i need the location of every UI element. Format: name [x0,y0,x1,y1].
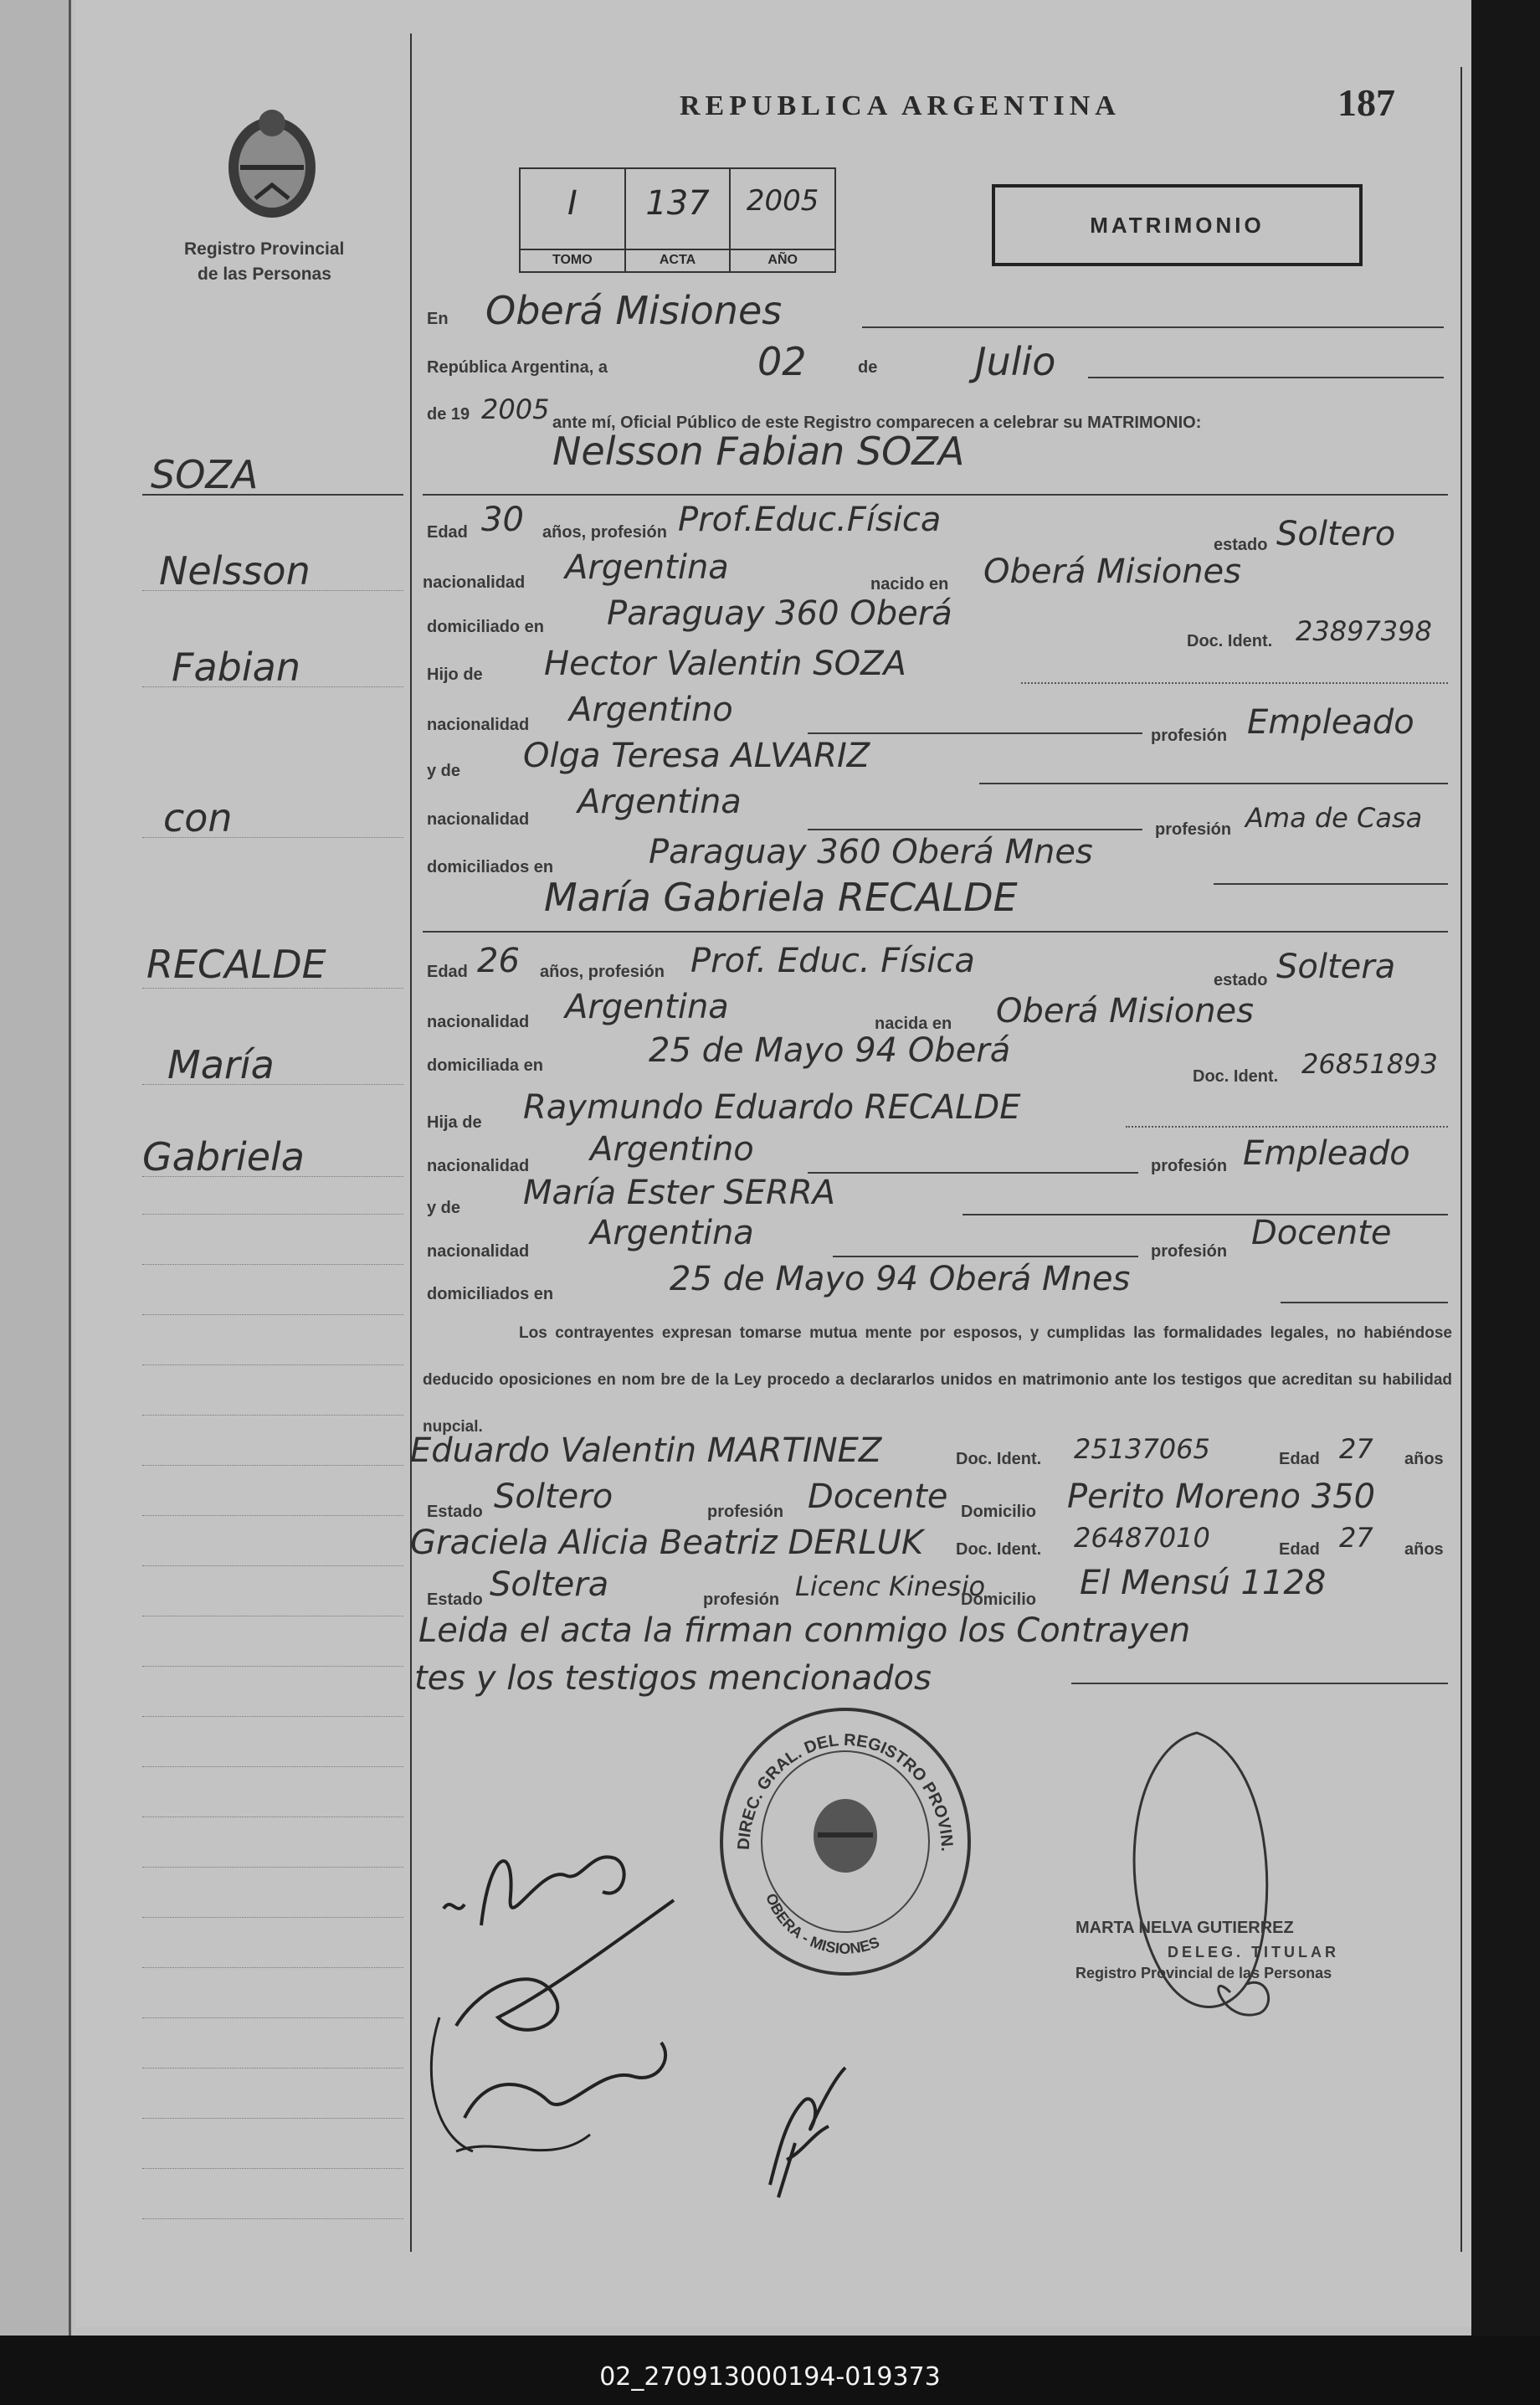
witness2-profesion-label: profesión [703,1590,780,1609]
groom-nacionalidad-label: nacionalidad [423,573,526,592]
groom-father-nat-label: nacionalidad [427,716,530,734]
bride-name-line [423,931,1448,933]
bride-domiciliada-label: domiciliada en [427,1056,543,1075]
groom-father-prof: Empleado [1247,703,1414,742]
acta-label: ACTA [626,249,730,268]
groom-father-prof-label: profesión [1151,727,1228,745]
official-org: Registro Provincial de las Personas [1075,1965,1332,1981]
bride-parents-line [1281,1302,1448,1303]
official-signature [1105,1724,1306,2043]
witness2-anos-label: años [1404,1540,1444,1559]
ano-value: 2005 [746,184,819,218]
margin-rule [142,1766,403,1767]
bride-estado-label: estado [1214,971,1268,989]
bride-doc: 26851893 [1301,1048,1438,1080]
bride-nacida-label: nacida en [875,1015,952,1033]
country-title: REPUBLICA ARGENTINA [680,90,1121,121]
margin-firstname-bride: María [167,1042,275,1087]
witness1-doc: 25137065 [1074,1433,1210,1465]
groom-mother: Olga Teresa ALVARIZ [523,737,870,775]
bride-name: María Gabriela RECALDE [544,875,1018,920]
bride-father-prof: Empleado [1243,1134,1410,1173]
en-label: En [427,310,449,328]
groom-mother-prof: Ama de Casa [1245,802,1423,834]
margin-rule [142,1565,403,1566]
margin-rule [142,988,403,989]
groom-mother-prof-label: profesión [1155,820,1232,839]
month-value: Julio [975,339,1056,384]
closing-line [1071,1683,1448,1684]
tomo-label: TOMO [521,249,624,268]
margin-connector: con [163,795,233,840]
signature-groom [444,1904,465,1909]
witness1-name: Eduardo Valentin MARTINEZ [410,1431,882,1470]
margin-divider [410,33,412,2252]
day-value: 02 [757,339,807,384]
margin-rule [142,686,403,687]
registry-name-line1: Registro Provincial [184,239,345,259]
margin-rule [142,1666,403,1667]
margin-rule [142,1364,403,1365]
margin-surname-bride: RECALDE [146,942,326,987]
groom-age: 30 [481,501,524,539]
official-seal [716,1704,975,1980]
bride-father-label: Hija de [427,1113,482,1132]
witness1-domicilio-label: Domicilio [961,1503,1037,1521]
groom-parents-dom-label: domiciliados en [427,858,554,876]
witness2-name: Graciela Alicia Beatriz DERLUK [410,1524,924,1562]
witness2-estado: Soltera [490,1565,609,1604]
bride-father-line [1126,1126,1448,1128]
margin-rule [142,1214,403,1215]
witness2-doc-label: Doc. Ident. [956,1540,1042,1559]
margin-rule [142,1264,403,1265]
margin-middlename-groom: Fabian [172,645,300,690]
witness2-age: 27 [1339,1522,1373,1554]
witness1-address: Perito Moreno 350 [1067,1477,1376,1516]
groom-mother-label: y de [427,762,461,780]
bride-age: 26 [477,942,520,980]
right-border [1460,67,1462,2252]
margin-rule [142,2118,403,2119]
margin-rule [142,1716,403,1717]
groom-parents-line [1214,883,1448,885]
bride-mother-label: y de [427,1199,461,1217]
bride-parents-dom-label: domiciliados en [427,1285,554,1303]
tomo-cell [521,169,626,271]
ante-text: ante mí, Oficial Público de este Registro comparecen a celebrar su MATRIMONIO: [552,414,1202,432]
bride-father: Raymundo Eduardo RECALDE [523,1088,1021,1127]
margin-rule [142,1176,403,1177]
margin-rule [142,2168,403,2169]
margin-firstname-groom: Nelsson [159,548,311,594]
margin-rule [142,1465,403,1466]
coat-of-arms-icon [222,105,322,222]
footer-code: 02_270913000194-019373 [599,2362,941,2392]
ano-label: AÑO [731,249,834,268]
place-value: Oberá Misiones [485,288,783,333]
groom-mother-nat-line [808,829,1142,830]
groom-mother-nat: Argentina [578,783,742,821]
groom-mother-line [979,783,1448,784]
groom-address: Paraguay 360 Oberá [607,594,952,633]
place-line [862,326,1444,328]
margin-rule [142,837,403,838]
bride-nationality: Argentina [565,988,729,1026]
margin-underline [142,494,403,496]
witness2-edad-label: Edad [1279,1540,1320,1559]
signature-bride [456,1900,674,2030]
year-value: 2005 [481,393,550,425]
bride-parents-address: 25 de Mayo 94 Oberá Mnes [670,1260,1131,1298]
groom-nacido-label: nacido en [870,575,949,594]
margin-rule [142,2218,403,2219]
record-number-box [519,167,836,273]
bride-father-prof-label: profesión [1151,1157,1228,1175]
groom-profesion-label: años, profesión [542,523,667,542]
margin-rule [142,590,403,591]
groom-profession: Prof.Educ.Física [678,501,942,539]
margin-rule [142,2017,403,2018]
groom-father-nat-line [808,732,1142,734]
de-label: de [858,358,878,377]
bride-mother: María Ester SERRA [523,1174,835,1212]
witness1-profession: Docente [808,1477,948,1516]
groom-father-nat: Argentino [569,691,733,729]
bride-father-nat-label: nacionalidad [427,1157,530,1175]
official-name: MARTA NELVA GUTIERREZ [1075,1919,1294,1937]
margin-middlename-bride: Gabriela [142,1134,305,1179]
bride-father-nat-line [808,1172,1138,1174]
groom-estado: Soltero [1276,515,1396,553]
closing-line-1: Leida el acta la firman conmigo los Contrayen [418,1611,1191,1650]
groom-father: Hector Valentin SOZA [544,645,906,683]
groom-doc: 23897398 [1296,615,1432,647]
closing-line-2: tes y los testigos mencionados [414,1659,932,1698]
groom-name-line [423,494,1448,496]
groom-father-line [1021,682,1448,684]
seal-ring-text: DIREC. GRAL. DEL REGISTRO PROVIN. [734,1730,957,1852]
month-line [1088,377,1444,378]
bride-father-nat: Argentino [590,1130,754,1169]
bride-birthplace: Oberá Misiones [996,992,1255,1030]
witness1-estado-label: Estado [427,1503,483,1521]
groom-domiciliado-label: domiciliado en [427,618,545,636]
margin-surname-groom: SOZA [151,452,259,497]
margin-rule [142,1917,403,1918]
witness1-edad-label: Edad [1279,1450,1320,1468]
witness1-anos-label: años [1404,1450,1444,1468]
margin-rule [142,1867,403,1868]
signatures-area [423,1817,690,2202]
groom-nationality: Argentina [565,548,729,587]
groom-father-label: Hijo de [427,665,483,684]
year-prefix-label: de 19 [427,405,470,424]
bride-mother-nat-line [833,1256,1138,1257]
bride-estado: Soltera [1276,948,1396,986]
margin-rule [142,1314,403,1315]
groom-birthplace: Oberá Misiones [983,552,1242,591]
groom-estado-label: estado [1214,536,1268,554]
ano-cell [731,169,834,271]
bride-nacionalidad-label: nacionalidad [427,1013,530,1031]
page-number: 187 [1337,81,1395,124]
groom-edad-label: Edad [427,523,468,542]
groom-doc-label: Doc. Ident. [1187,632,1273,650]
acta-value: 137 [645,184,710,223]
margin-rule [142,1967,403,1968]
witness1-profesion-label: profesión [707,1503,784,1521]
bride-mother-prof-label: profesión [1151,1242,1228,1261]
witness1-age: 27 [1339,1433,1373,1465]
witness2-profession: Licenc Kinesio [795,1570,986,1602]
act-type-box: MATRIMONIO [992,184,1363,266]
signature-witness1 [465,2043,665,2118]
bride-mother-nat: Argentina [590,1214,754,1252]
groom-mother-nat-label: nacionalidad [427,810,530,829]
margin-rule [142,1515,403,1516]
bride-edad-label: Edad [427,963,468,981]
groom-parents-address: Paraguay 360 Oberá Mnes [649,833,1093,871]
republica-label: República Argentina, a [427,358,608,377]
bride-profesion-label: años, profesión [540,963,665,981]
official-title: DELEG. TITULAR [1168,1944,1339,1960]
bride-address: 25 de Mayo 94 Oberá [649,1031,1011,1070]
signature-witness2 [753,2051,862,2210]
seal-bottom-text: OBERA - MISIONES [762,1890,882,1957]
witness2-doc: 26487010 [1074,1522,1210,1554]
bride-profession: Prof. Educ. Física [690,942,975,980]
groom-name: Nelsson Fabian SOZA [552,429,965,474]
bride-doc-label: Doc. Ident. [1193,1067,1279,1086]
bride-mother-nat-label: nacionalidad [427,1242,530,1261]
book-binding [0,0,71,2336]
acta-cell [626,169,732,271]
margin-rule [142,1415,403,1416]
registry-name-line2: de las Personas [198,265,331,284]
margin-rule [142,1084,403,1085]
witness1-estado: Soltero [494,1477,613,1516]
tomo-value: I [567,184,578,223]
declaration-text: Los contrayentes expresan tomarse mutua mente por esposos, y cumplidas las formalidades legales, no habiéndose deducido oposiciones en nom bre de la Ley procedo a declararlos unidos en matrimonio ante los testigos que acreditan su habilidad nupcial. [423,1324,1452,1436]
witness1-doc-label: Doc. Ident. [956,1450,1042,1468]
bride-mother-prof: Docente [1251,1214,1392,1252]
witness2-estado-label: Estado [427,1590,483,1609]
witness2-address: El Mensú 1128 [1080,1564,1327,1602]
witness2-domicilio-label: Domicilio [961,1590,1037,1609]
